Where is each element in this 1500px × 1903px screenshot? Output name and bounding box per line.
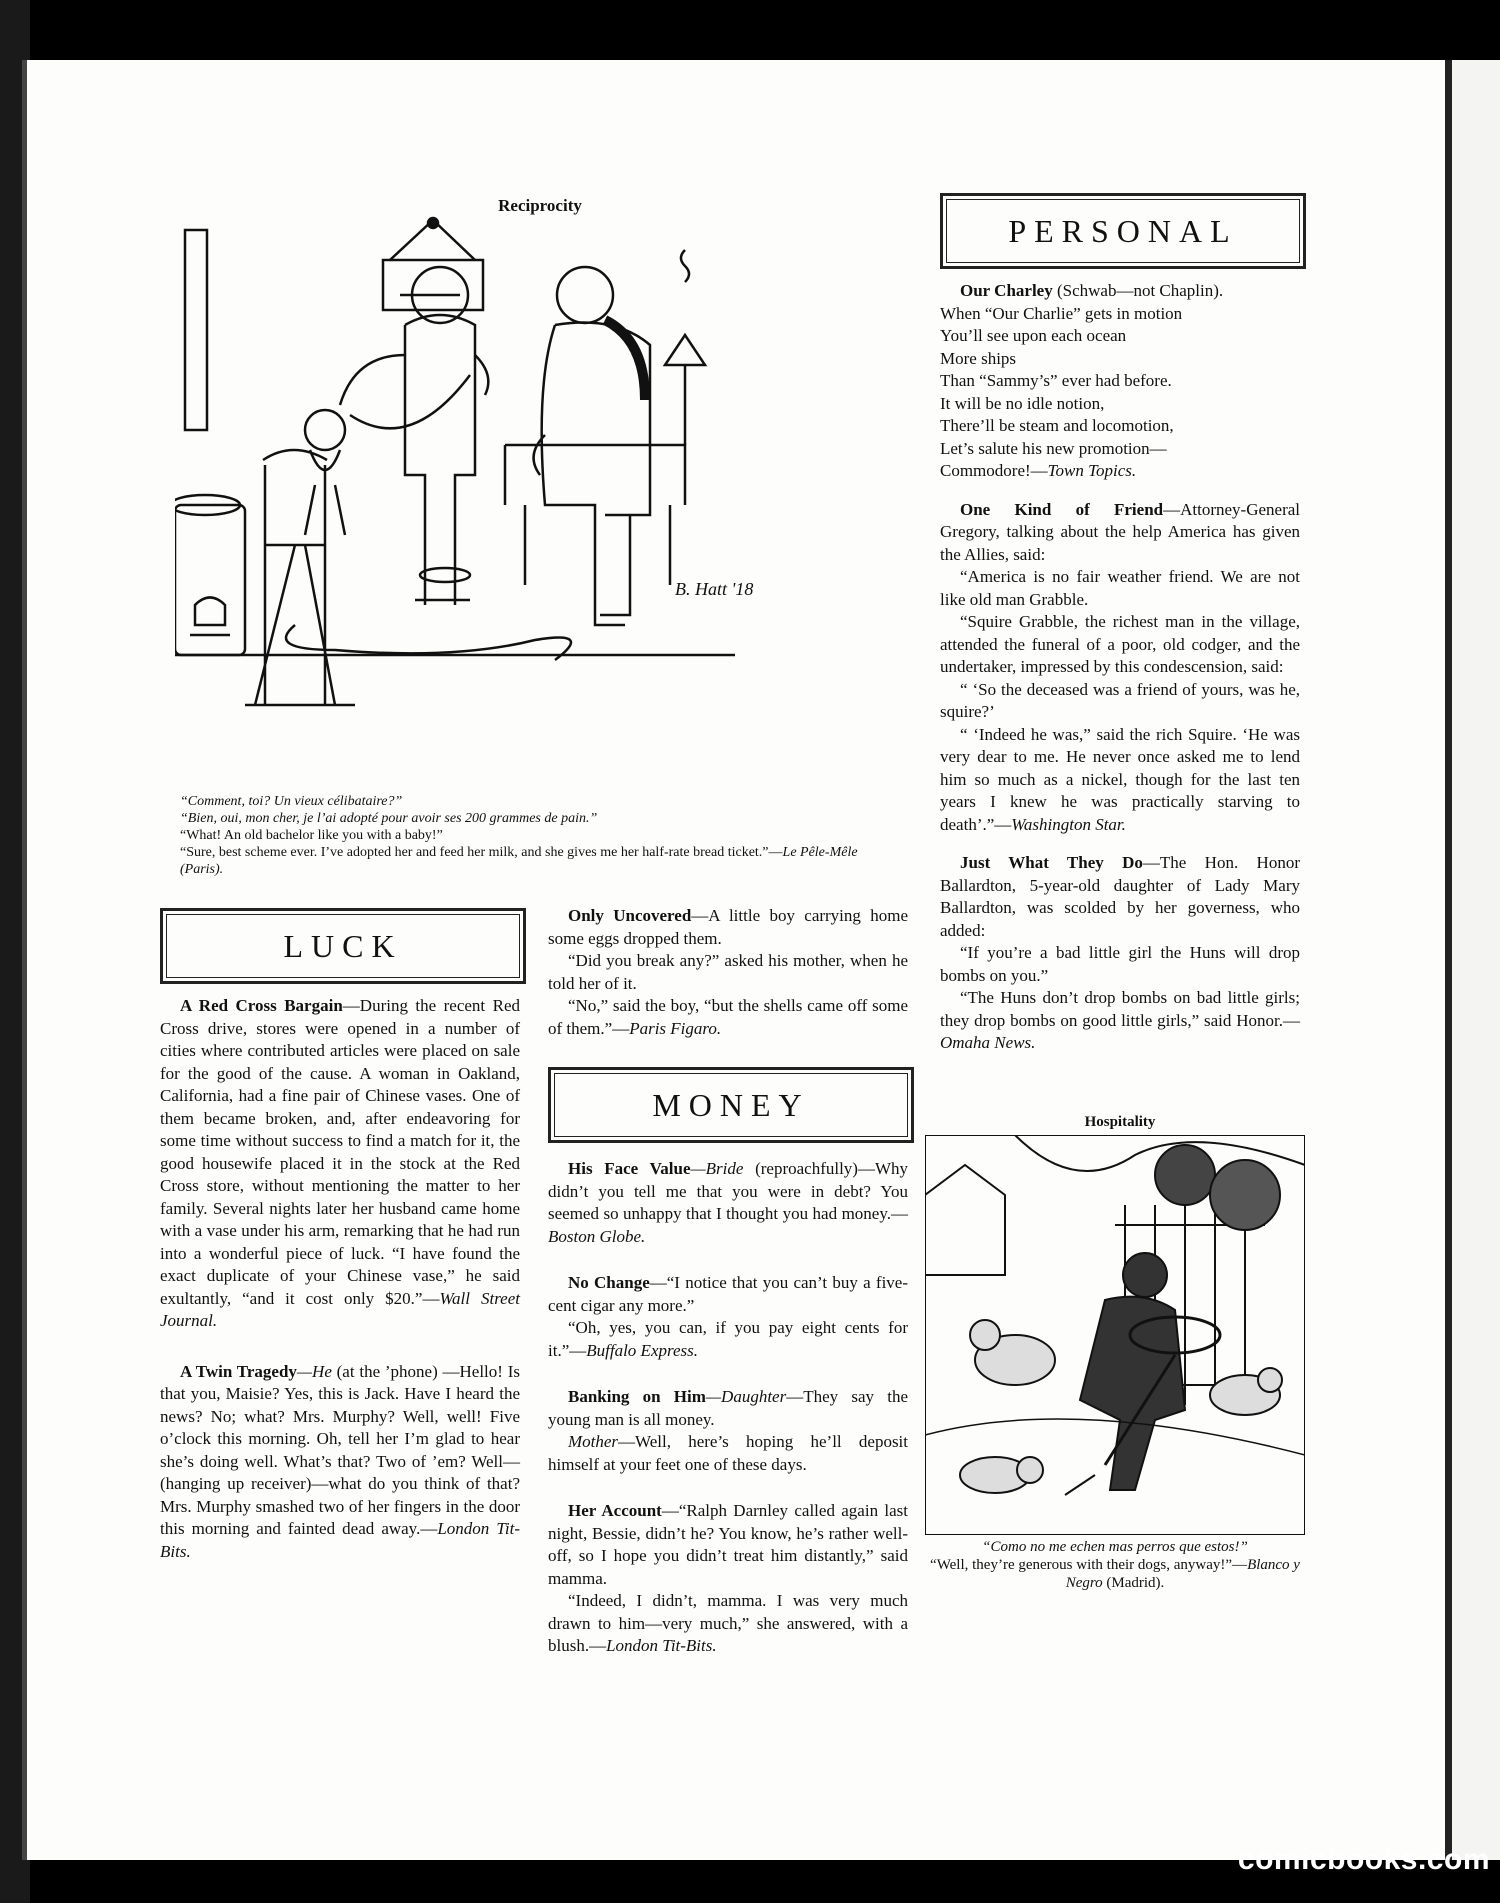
article-just-what-they-do: Just What They Do—The Hon. Honor Ballardton, 5-year-old daughter of Lady Mary Ballardton, was scolded by her governess, who added: “If you’re a bad little girl the Huns will drop bombs on you.” “The Huns don’t drop bombs on bad little girls; they drop bombs on good little girls,” said Honor.—Omaha News. bbox=[940, 853, 1300, 1052]
caption-source-city: (Madrid). bbox=[1102, 1575, 1165, 1591]
caption-french-1: “Comment, toi? Un vieux célibataire?” bbox=[180, 794, 403, 809]
article-only-uncovered-2: “Did you break any?” asked his mother, when he told her of it. bbox=[548, 951, 908, 993]
article-our-charley: Our Charley (Schwab—not Chaplin). When “Our Charlie” gets in motion You’ll see upon each ocean More ships Than “Sammy’s” ever had before. It will be no idle notion, There’ll be steam and locomotion, Let’s salute his new promotion— Commodore!—Town Topics. bbox=[940, 281, 1224, 480]
article-no-change-2: “Oh, yes, you can, if you pay eight cents for it.”—Buffalo Express. bbox=[548, 1318, 908, 1360]
hospitality-caption bbox=[930, 1538, 1300, 1592]
hospitality-title: Hospitality bbox=[1084, 1114, 1156, 1130]
artist-signature: B. Hatt '18 bbox=[675, 579, 754, 599]
luck-column bbox=[160, 995, 520, 1579]
article-her-account: Her Account—“Ralph Darnley called again last night, Bessie, didn’t he? You know, he’s rather well-off, so I hope you didn’t treat him distantly,” said mamma. bbox=[548, 1501, 908, 1588]
caption-source-magazine: Blanco y Negro bbox=[1065, 1557, 1300, 1591]
reciprocity-illustration bbox=[175, 215, 920, 790]
middle-column-top bbox=[548, 905, 908, 1040]
facing-page-edge bbox=[1452, 60, 1500, 1860]
caption-spanish: “Como no me echen mas perros que estos!” bbox=[982, 1539, 1248, 1555]
article-only-uncovered-3: “No,” said the boy, “but the shells came off some of them.”—Paris Figaro. bbox=[548, 996, 908, 1038]
hospitality-illustration bbox=[925, 1135, 1305, 1535]
section-header-personal: PERSONAL bbox=[940, 193, 1306, 269]
section-header-luck: LUCK bbox=[160, 908, 526, 984]
article-no-change: No Change—“I notice that you can’t buy a five-cent cigar any more.” bbox=[548, 1273, 909, 1315]
caption-english-2: “Sure, best scheme ever. I’ve adopted her and feed her milk, and she gives me her half-rate bread ticket.”— bbox=[180, 845, 783, 860]
caption-french-2: “Bien, oui, mon cher, je l’ai adopté pour avoir ses 200 grammes de pain.” bbox=[180, 811, 598, 826]
caption-english: “Well, they’re generous with their dogs, anyway!”— bbox=[930, 1557, 1248, 1573]
article-red-cross-bargain: A Red Cross Bargain—During the recent Red Cross drive, stores were opened in a number of cities where contributed articles were placed on sale for the good of the cause. A woman in Oakland, California, had a fine pair of Chinese vases. One of them became broken, and, after endeavoring for some time without success to find a match for it, the good housewife placed it in the stock at the Red Cross store, without mentioning the matter to her family. Several nights later her husband came home with a vase under his arm, remarking that he had run into a wonderful piece of luck. “I have found the exact duplicate of your Chinese vase,” he said exultantly, “and it cost only $20.”—Wall Street Journal. bbox=[160, 996, 520, 1330]
section-header-money: MONEY bbox=[548, 1067, 914, 1143]
reciprocity-caption bbox=[180, 793, 900, 878]
caption-english-1: “What! An old bachelor like you with a baby!” bbox=[180, 828, 443, 843]
site-watermark: comicbooks.com bbox=[1237, 1843, 1490, 1876]
article-banking-on-him-2: Mother—Well, here’s hoping he’ll deposit himself at your feet one of these days. bbox=[548, 1432, 908, 1474]
money-column bbox=[548, 1158, 908, 1658]
article-twin-tragedy: A Twin Tragedy—He (at the ’phone) —Hello! Is that you, Maisie? Yes, this is Jack. Have I heard the news? No; what? Mrs. Murphy? Well, well! Five o’clock this morning. Oh, tell her I’m glad to hear she’s doing well. What’s that? Two of ’em? Well—(hanging up receiver)—what do you think of that? Mrs. Murphy smashed two of her fingers in the door this morning and fainted dead away.—London Tit-Bits. bbox=[160, 1361, 520, 1561]
article-his-face-value: His Face Value—Bride (reproachfully)—Why didn’t you tell me that you were in debt? You seemed so unhappy that I thought you had money.—Boston Globe. bbox=[548, 1159, 909, 1246]
personal-column bbox=[940, 280, 1300, 1055]
caption-source: Le Pêle-Mêle (Paris). bbox=[180, 845, 858, 877]
article-one-kind-of-friend: One Kind of Friend—Attorney-General Gregory, talking about the help America has given the Allies, said: “America is no fair weather friend. We are not like old man Grabble. “Squire Grabble, the richest man in the village, attended the funeral of a poor, old codger, and the undertaker, impressed by this condescension, said: “ ‘So the deceased was a friend of yours, was he, squire?’ “ ‘Indeed he was,” said the rich Squire. ‘He was very dear to me. He never once asked me to lend him so much as a nickel, though for the last ten years I knew he was practically starving to death’.”—Washington Star. bbox=[940, 499, 1300, 834]
article-only-uncovered: Only Uncovered—A little boy carrying home some eggs dropped them. bbox=[548, 906, 909, 948]
page-gutter bbox=[1445, 60, 1452, 1860]
cartoon-title: Reciprocity bbox=[498, 196, 582, 215]
article-banking-on-him: Banking on Him—Daughter—They say the young man is all money. bbox=[548, 1387, 908, 1429]
article-her-account-2: “Indeed, I didn’t, mamma. I was very much drawn to him—very much,” she answered, with a blush.—London Tit-Bits. bbox=[548, 1591, 908, 1655]
